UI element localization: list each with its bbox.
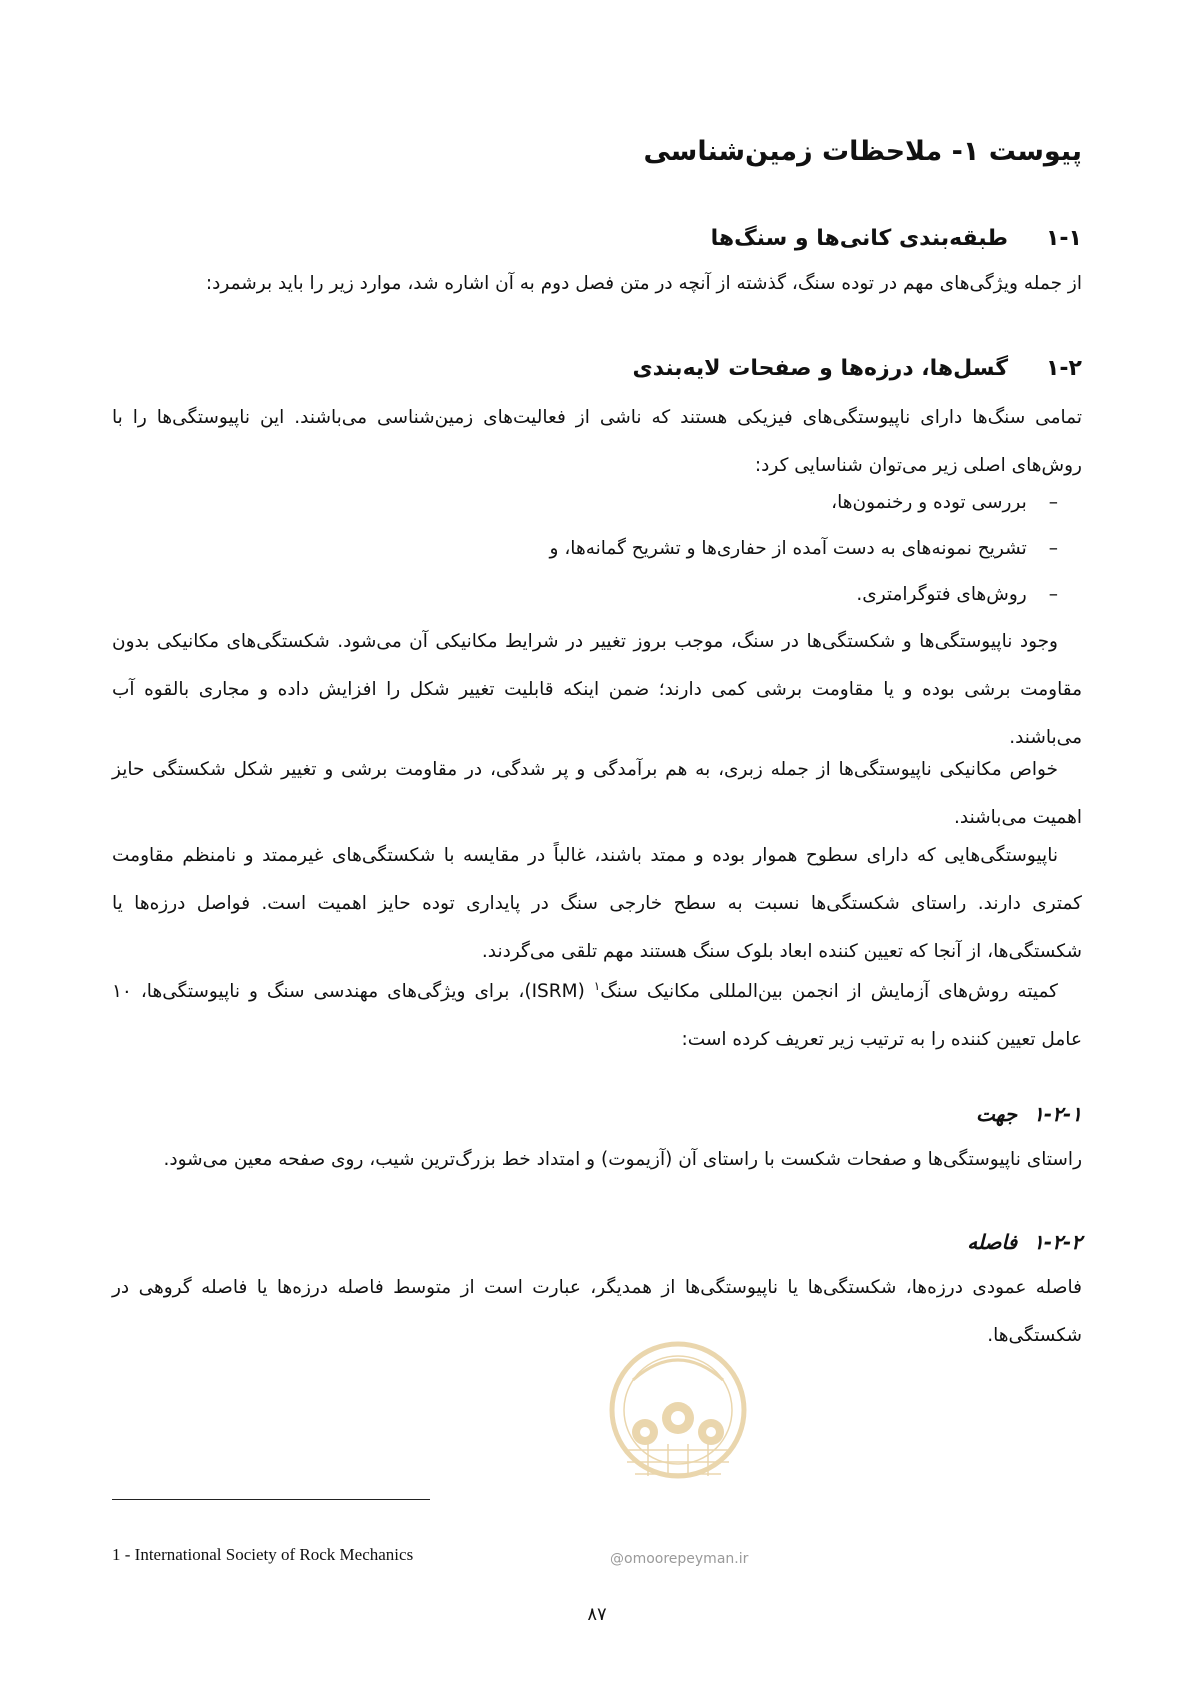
subsection-number: ۱-۲-۱ [1033,1102,1082,1126]
subsection-title: جهت [975,1102,1018,1126]
subsection-heading-1-2-1 [976,1102,1082,1126]
footnote: 1 - International Society of Rock Mechanics [112,1545,414,1564]
watermark-url: @omoorepeyman.ir [610,1551,749,1567]
bullet-item [550,538,1058,559]
watermark-logo [603,1340,753,1540]
bullet-text: بررسی توده و رخنمون‌ها، [831,492,1027,513]
page-title: پیوست ۱- ملاحظات زمین‌شناسی [643,136,1082,167]
footnote-reference: ۱ [593,979,601,993]
bullet-item [831,492,1058,513]
bullet-dash: – [1048,492,1058,513]
section-1-2-intro: تمامی سنگ‌ها دارای ناپیوستگی‌های فیزیکی هستند که ناشی از فعالیت‌های زمین‌شناسی می‌باشند. این ناپیوستگی‌ها را با روش‌های اصلی زیر می‌توان شناسایی کرد: [112,407,1082,476]
isrm-text-start: کمیته روش‌های آزمایش از انجمن بین‌المللی مکانیک سنگ [600,981,1058,1003]
bullet-dash: – [1048,584,1058,605]
section-1-1-text: از جمله ویژگی‌های مهم در توده سنگ، گذشته از آنچه در متن فصل دوم به آن اشاره شد، موارد زیر را باید برشمرد: [205,273,1082,294]
section-number: ۱-۱ [1046,226,1082,251]
section-title: طبقه‌بندی کانی‌ها و سنگ‌ها [710,226,1008,251]
document-page [112,0,1082,1684]
bullet-dash: – [1048,538,1058,559]
paragraph-smooth-surfaces: ناپیوستگی‌هایی که دارای سطوح هموار بوده و ممتد باشند، غالباً در مقایسه با شکستگی‌های غیرممتد و نامنظم مقاومت کمتری دارند. راستای شکستگی‌ها نسبت به سطح خارجی سنگ در پایداری توده حایز اهمیت است. فواصل درزه‌ها یا شکستگی‌ها، از آنجا که تعیین کننده ابعاد بلوک سنگ هستند مهم تلقی می‌گردند. [112,845,1082,962]
isrm-text-end: (ISRM)، برای ویژگی‌های مهندسی سنگ و ناپیوستگی‌ها، ۱۰ عامل تعیین کننده را به ترتیب زیر تعریف کرده است: [112,981,1082,1051]
section-heading-1-2 [632,356,1082,381]
footnote-separator [112,1499,430,1500]
section-title: گسل‌ها، درزه‌ها و صفحات لایه‌بندی [632,356,1008,381]
page-number: ۸۷ [587,1604,607,1625]
subsection-number: ۱-۲-۲ [1033,1230,1082,1254]
paragraph-mechanical-properties: خواص مکانیکی ناپیوستگی‌ها از جمله زبری، به هم برآمدگی و پر شدگی، در مقاومت برشی و تغییر شکل شکستگی حایز اهمیت می‌باشند. [112,759,1082,828]
paragraph-isrm [112,962,1082,1064]
section-heading-1-1 [711,226,1082,251]
subsection-heading-1-2-2 [967,1230,1082,1254]
subsection-title: فاصله [967,1230,1018,1254]
bullet-item [856,584,1058,605]
section-number: ۱-۲ [1046,356,1082,381]
bullet-text: روش‌های فتوگرامتری. [856,584,1027,605]
subsection-1-2-2-text: فاصله عمودی درزه‌ها، شکستگی‌ها یا ناپیوستگی‌ها از همدیگر، عبارت است از متوسط فاصله درزه‌ها یا فاصله گروهی در شکستگی‌ها. [112,1277,1082,1346]
bullet-text: تشریح نمونه‌های به دست آمده از حفاری‌ها و تشریح گمانه‌ها، و [549,538,1027,559]
subsection-1-2-1-text: راستای ناپیوستگی‌ها و صفحات شکست با راستای آن (آزیموت) و امتداد خط بزرگ‌ترین شیب، روی صفحه معین می‌شود. [163,1149,1082,1170]
paragraph-discontinuities: وجود ناپیوستگی‌ها و شکستگی‌ها در سنگ، موجب بروز تغییر در شرایط مکانیکی آن می‌شود. شکستگی‌های مکانیکی بدون مقاومت برشی بوده و یا مقاومت برشی کمی دارند؛ ضمن اینکه قابلیت تغییر شکل را افزایش داده و مجاری بالقوه آب می‌باشند. [112,631,1082,748]
